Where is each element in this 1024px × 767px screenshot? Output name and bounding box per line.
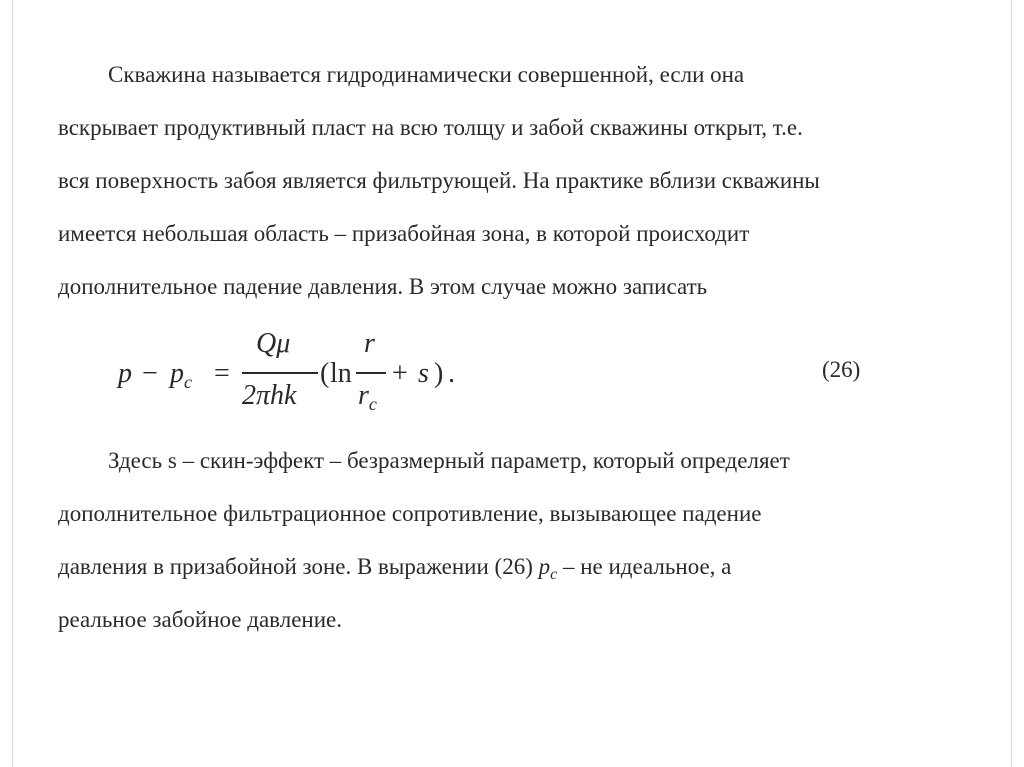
paragraph2-line-1: Здесь s – скин-эффект – безразмерный параметр, который определяет	[108, 448, 790, 473]
formula-equals: =	[214, 358, 230, 389]
formula-paren-close: )	[434, 358, 444, 389]
formula-inner-numerator: r	[364, 328, 375, 359]
paragraph2-line-4: реальное забойное давление.	[58, 607, 342, 632]
formula-s: s	[418, 358, 429, 389]
formula-numerator: Qμ	[256, 328, 291, 359]
formula-paren-open: (	[320, 358, 330, 389]
paragraph1-line-3: вся поверхность забоя является фильтрующей. На практике вблизи скважины	[58, 168, 820, 193]
formula-pc: $p_c$	[170, 358, 192, 392]
paragraph1-line-4: имеется небольшая область – призабойная зона, в которой происходит	[58, 221, 750, 246]
formula-plus: +	[392, 358, 408, 389]
formula-dot: .	[448, 358, 455, 389]
equation-number: (26)	[822, 357, 861, 382]
formula-minus: −	[142, 358, 158, 389]
page-border-right	[1011, 0, 1012, 767]
equation-26	[118, 328, 878, 424]
formula-inner-denominator: $r_c$	[358, 380, 377, 414]
formula-ln: ln	[330, 358, 352, 389]
paragraph2-line-2: дополнительное фильтрационное сопротивление, вызывающее падение	[58, 501, 762, 526]
paragraph1-line-2: вскрывает продуктивный пласт на всю толщу и забой скважины открыт, т.е.	[58, 115, 803, 140]
formula-p: p	[118, 358, 132, 389]
formula-fraction-bar	[242, 372, 318, 374]
formula-inner-fraction-bar	[356, 372, 386, 374]
page-border-left	[12, 0, 13, 767]
formula-denominator: 2πhk	[242, 380, 297, 411]
paragraph2-line-3: давления в призабойной зоне. В выражении (26) $p_c$ – не идеальное, а	[58, 554, 732, 583]
paragraph1-line-1: Скважина называется гидродинамически совершенной, если она	[108, 62, 745, 87]
paragraph1-line-5: дополнительное падение давления. В этом случае можно записать	[58, 274, 708, 299]
